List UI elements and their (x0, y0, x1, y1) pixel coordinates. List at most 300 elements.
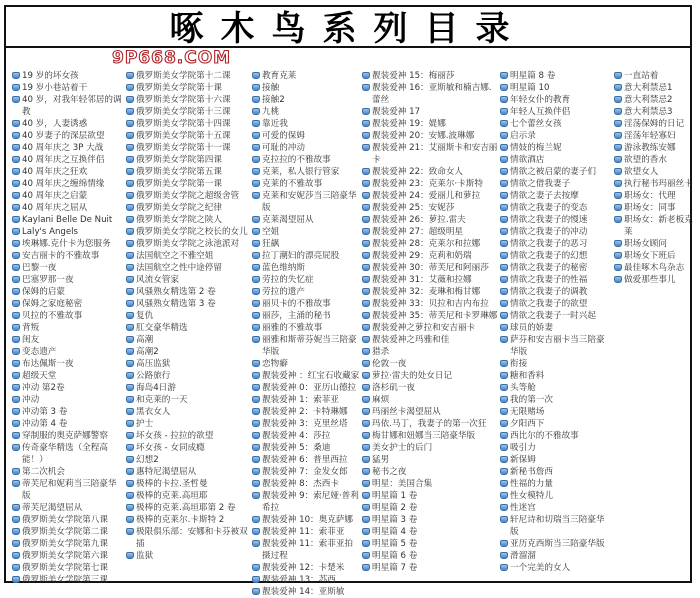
list-item[interactable] (126, 226, 250, 238)
list-item[interactable] (126, 490, 250, 502)
list-item[interactable] (126, 334, 250, 346)
list-item[interactable] (500, 106, 612, 118)
list-item-label: 做爱那些事儿 (624, 275, 676, 285)
list-item[interactable] (614, 178, 694, 190)
list-item[interactable] (12, 94, 124, 118)
list-item[interactable] (500, 154, 612, 166)
list-item[interactable] (12, 286, 124, 298)
list-item[interactable] (614, 106, 694, 118)
list-item[interactable] (12, 562, 124, 574)
list-item[interactable] (500, 178, 612, 190)
list-item[interactable] (500, 358, 612, 370)
list-item[interactable] (12, 262, 124, 274)
list-item[interactable] (362, 466, 498, 478)
list-item[interactable] (362, 526, 498, 538)
list-item[interactable] (500, 406, 612, 418)
list-item[interactable] (362, 418, 498, 430)
folder-icon (500, 168, 508, 175)
folder-icon (12, 528, 20, 535)
list-item[interactable] (362, 502, 498, 514)
folder-icon (500, 228, 508, 235)
folder-icon (252, 264, 260, 271)
list-item[interactable] (362, 82, 498, 106)
list-item[interactable] (500, 142, 612, 154)
list-item[interactable] (12, 130, 124, 142)
list-item-label: 欲望的香水 (624, 155, 667, 165)
list-item[interactable] (126, 82, 250, 94)
list-item[interactable] (252, 238, 360, 250)
list-item[interactable] (252, 286, 360, 298)
folder-icon (500, 384, 508, 391)
list-item[interactable] (362, 130, 498, 142)
list-item[interactable] (362, 478, 498, 490)
list-item[interactable] (12, 214, 124, 226)
list-item[interactable] (126, 358, 250, 370)
list-item-label: 无限赌场 (510, 407, 545, 417)
list-item-label: 靓装爱神 22：致命女人 (372, 167, 464, 177)
list-item-label: 靓装爱神 12：卡楚米 (262, 563, 345, 573)
list-item[interactable] (500, 250, 612, 262)
list-item[interactable] (126, 190, 250, 202)
list-item-label: 19 岁的坏女孩 (22, 71, 79, 81)
list-item[interactable] (362, 454, 498, 466)
list-item[interactable] (500, 562, 612, 574)
list-item[interactable] (252, 466, 360, 478)
list-item[interactable] (362, 118, 498, 130)
folder-icon (252, 300, 260, 307)
list-item[interactable] (362, 334, 498, 346)
list-item[interactable] (12, 118, 124, 130)
list-item[interactable] (500, 418, 612, 430)
list-item-label: 美女护士的后门 (372, 443, 433, 453)
list-item[interactable] (500, 322, 612, 334)
folder-icon (362, 396, 370, 403)
list-item[interactable] (500, 394, 612, 406)
list-item[interactable] (614, 250, 694, 262)
list-item[interactable] (500, 94, 612, 106)
list-item[interactable] (252, 586, 360, 598)
list-item[interactable] (126, 106, 250, 118)
list-item[interactable] (362, 178, 498, 190)
list-item[interactable] (500, 298, 612, 310)
list-item[interactable] (252, 94, 360, 106)
list-item[interactable] (126, 298, 250, 310)
list-item[interactable] (362, 430, 498, 442)
list-item-label: 背叛 (22, 323, 40, 333)
list-item[interactable] (362, 406, 498, 418)
list-item[interactable] (126, 502, 250, 514)
list-item[interactable] (362, 394, 498, 406)
list-item[interactable] (614, 70, 694, 82)
list-item[interactable] (614, 274, 694, 286)
list-item[interactable] (12, 226, 124, 238)
list-item[interactable] (362, 238, 498, 250)
list-item[interactable] (12, 502, 124, 514)
list-item-label: 明星篇 5 卷 (372, 539, 418, 549)
list-item[interactable] (126, 550, 250, 562)
folder-icon (362, 180, 370, 187)
list-item[interactable] (12, 70, 124, 82)
list-item-label: 滑溜溜 (510, 551, 536, 561)
list-item-label: 头等舱 (510, 383, 536, 393)
list-item[interactable] (614, 142, 694, 154)
list-item-label: 意大利禁忌2 (624, 95, 673, 105)
list-item[interactable] (252, 322, 360, 334)
list-item[interactable] (252, 430, 360, 442)
list-item[interactable] (614, 154, 694, 166)
list-item-label: 靓装爱神之玛雅和佳 (372, 335, 450, 345)
list-item[interactable] (12, 514, 124, 526)
list-item[interactable] (252, 394, 360, 406)
list-item[interactable] (500, 430, 612, 442)
folder-icon (252, 84, 260, 91)
list-item[interactable] (126, 178, 250, 190)
list-item[interactable] (500, 214, 612, 226)
list-item-label: 靓装爱神 25：安妮莎 (372, 203, 455, 213)
list-item[interactable] (12, 238, 124, 250)
list-item[interactable] (614, 82, 694, 94)
list-item[interactable] (362, 538, 498, 550)
list-item[interactable] (126, 154, 250, 166)
list-item[interactable] (12, 406, 124, 418)
list-item[interactable] (126, 262, 250, 274)
list-item[interactable] (12, 346, 124, 358)
list-item[interactable] (500, 226, 612, 238)
list-item[interactable] (126, 130, 250, 142)
list-item[interactable] (252, 334, 360, 358)
list-item[interactable] (362, 274, 498, 286)
list-item[interactable] (126, 250, 250, 262)
list-item[interactable] (362, 70, 498, 82)
list-item[interactable] (500, 70, 612, 82)
list-item-label: Laly's Angels (22, 227, 79, 237)
list-item[interactable] (500, 82, 612, 94)
list-item-label: 伦敦一夜 (372, 359, 407, 369)
list-item[interactable] (362, 214, 498, 226)
list-item[interactable] (12, 202, 124, 214)
list-item[interactable] (252, 358, 360, 370)
list-item-label: 性福的力量 (510, 479, 553, 489)
list-item[interactable] (12, 142, 124, 154)
list-item[interactable] (12, 334, 124, 346)
list-item[interactable] (252, 106, 360, 118)
list-item[interactable] (252, 574, 360, 586)
list-item[interactable] (362, 562, 498, 574)
list-item[interactable] (12, 442, 124, 466)
list-item[interactable] (126, 94, 250, 106)
list-item[interactable] (500, 466, 612, 478)
folder-icon (500, 252, 508, 259)
list-item[interactable] (500, 262, 612, 274)
list-item[interactable] (12, 526, 124, 538)
list-item[interactable] (12, 274, 124, 286)
list-item[interactable] (614, 118, 694, 130)
list-item[interactable] (12, 358, 124, 370)
list-item[interactable] (362, 142, 498, 166)
list-item[interactable] (252, 442, 360, 454)
list-item-label: 劳拉的失忆症 (262, 275, 314, 285)
list-item[interactable] (362, 190, 498, 202)
list-item[interactable] (126, 310, 250, 322)
list-item[interactable] (500, 382, 612, 394)
list-item[interactable] (362, 262, 498, 274)
folder-icon (252, 408, 260, 415)
list-item[interactable] (126, 346, 250, 358)
list-item-label: 监狱 (136, 551, 154, 561)
list-item[interactable] (126, 442, 250, 454)
list-item[interactable] (12, 166, 124, 178)
list-item-label: 情欲之我妻子的欲望 (510, 299, 588, 309)
list-item[interactable] (12, 538, 124, 550)
list-item[interactable] (126, 406, 250, 418)
list-item[interactable] (252, 370, 360, 382)
list-item-label: 新秘书詹西 (510, 467, 553, 477)
list-item-label: 玛依.马丁，我妻子的第一次狂 (372, 419, 487, 429)
list-item[interactable] (500, 370, 612, 382)
list-item-label: 丽贝卡的不雅故事 (262, 299, 331, 309)
list-item[interactable] (126, 370, 250, 382)
folder-icon (126, 396, 134, 403)
list-item-label: 轩尼诗和切瑞当三陪豪华版 (510, 515, 605, 537)
list-item[interactable] (500, 202, 612, 214)
list-item[interactable] (252, 406, 360, 418)
list-item[interactable] (614, 94, 694, 106)
list-item[interactable] (500, 118, 612, 130)
folder-icon (362, 492, 370, 499)
folder-icon (252, 192, 260, 199)
list-item[interactable] (252, 514, 360, 526)
list-item[interactable] (362, 202, 498, 214)
list-item[interactable] (252, 250, 360, 262)
list-item-label: 超级天堂 (22, 371, 57, 381)
list-item[interactable] (362, 358, 498, 370)
list-item-label: 教育克莱 (262, 71, 297, 81)
folder-icon (12, 348, 20, 355)
list-item[interactable] (252, 178, 360, 190)
list-item[interactable] (252, 526, 360, 538)
list-item[interactable] (252, 118, 360, 130)
list-item[interactable] (252, 382, 360, 394)
list-item[interactable] (252, 154, 360, 166)
list-item-label: 40 周年庆之 3P 大战 (22, 143, 104, 153)
folder-icon (126, 288, 134, 295)
list-item[interactable] (252, 262, 360, 274)
folder-icon (126, 96, 134, 103)
list-item[interactable] (252, 418, 360, 430)
list-item[interactable] (500, 490, 612, 502)
list-item[interactable] (126, 214, 250, 226)
list-item[interactable] (12, 190, 124, 202)
list-item[interactable] (500, 166, 612, 178)
list-item[interactable] (500, 238, 612, 250)
list-item-label: 靓装爱神 29：克莉和奶瑞 (372, 251, 472, 261)
list-item[interactable] (252, 130, 360, 142)
list-item[interactable] (362, 442, 498, 454)
list-item[interactable] (614, 166, 694, 178)
list-item-label: 游泳教练安娜 (624, 143, 676, 153)
folder-icon (126, 480, 134, 487)
list-item[interactable] (252, 190, 360, 214)
list-item[interactable] (126, 166, 250, 178)
list-item-label: 夕阳西下 (510, 419, 545, 429)
list-item-label: 梅甘娜和妞娜当三陪豪华版 (372, 431, 476, 441)
folder-icon (252, 276, 260, 283)
list-item-label: Kaylani Belle De Nuit (22, 215, 113, 225)
list-item[interactable] (500, 130, 612, 142)
folder-icon (500, 120, 508, 127)
list-item-label: 情欲之借我妻子 (510, 179, 571, 189)
list-item[interactable] (252, 562, 360, 574)
list-item[interactable] (500, 514, 612, 538)
list-item-label: 40 周年庆之狂欢 (22, 167, 88, 177)
list-item-label: 变态遗产 (22, 347, 57, 357)
list-item[interactable] (12, 310, 124, 322)
list-item[interactable] (12, 322, 124, 334)
folder-icon (12, 408, 20, 415)
list-item[interactable] (362, 310, 498, 322)
folder-icon (12, 84, 20, 91)
list-item[interactable] (126, 526, 250, 550)
list-column (500, 70, 612, 574)
list-item[interactable] (126, 202, 250, 214)
list-item[interactable] (500, 190, 612, 202)
list-item[interactable] (252, 82, 360, 94)
list-item[interactable] (126, 430, 250, 442)
list-item-label: 俄罗斯美女学院之校长的女儿 (136, 227, 248, 237)
list-item[interactable] (500, 286, 612, 298)
list-item[interactable] (252, 214, 360, 226)
list-item[interactable] (500, 442, 612, 454)
list-item[interactable] (362, 382, 498, 394)
list-item[interactable] (362, 322, 498, 334)
list-item[interactable] (126, 238, 250, 250)
list-item[interactable] (500, 334, 612, 358)
folder-icon (252, 540, 260, 547)
folder-icon (12, 132, 20, 139)
list-item-label: 俄罗斯美女学院第三课 (22, 575, 108, 585)
list-item[interactable] (252, 274, 360, 286)
list-item[interactable] (12, 370, 124, 382)
list-item[interactable] (12, 178, 124, 190)
list-item[interactable] (500, 550, 612, 562)
list-item[interactable] (500, 454, 612, 466)
list-item[interactable] (362, 514, 498, 526)
list-item[interactable] (12, 478, 124, 502)
folder-icon (252, 360, 260, 367)
list-item[interactable] (126, 394, 250, 406)
folder-icon (614, 108, 622, 115)
list-item[interactable] (12, 382, 124, 394)
list-item[interactable] (362, 286, 498, 298)
list-item[interactable] (126, 466, 250, 478)
list-item[interactable] (126, 514, 250, 526)
list-item[interactable] (614, 262, 694, 274)
list-item-label: 靓装爱神 13：苏西 (262, 575, 336, 585)
list-item[interactable] (12, 82, 124, 94)
list-item[interactable] (362, 226, 498, 238)
folder-icon (500, 264, 508, 271)
list-item[interactable] (252, 226, 360, 238)
folder-icon (12, 312, 20, 319)
list-item-label: 萝拉·雷夫的处女日记 (372, 371, 453, 381)
list-item[interactable] (362, 106, 498, 118)
list-item[interactable] (500, 478, 612, 490)
list-item[interactable] (12, 418, 124, 430)
list-item[interactable] (362, 166, 498, 178)
folder-icon (362, 456, 370, 463)
list-item[interactable] (362, 490, 498, 502)
list-item[interactable] (126, 322, 250, 334)
list-item[interactable] (362, 370, 498, 382)
list-item[interactable] (614, 214, 694, 238)
list-item[interactable] (500, 502, 612, 514)
list-item[interactable] (362, 550, 498, 562)
list-item[interactable] (500, 274, 612, 286)
folder-icon (126, 204, 134, 211)
list-item[interactable] (126, 142, 250, 154)
list-item[interactable] (126, 286, 250, 298)
list-item[interactable] (614, 130, 694, 142)
list-item[interactable] (126, 274, 250, 286)
folder-icon (500, 372, 508, 379)
list-item-label: 坏女孩 - 拉拉的欲望 (136, 431, 214, 441)
list-item[interactable] (252, 142, 360, 154)
list-item[interactable] (362, 250, 498, 262)
list-item[interactable] (252, 490, 360, 514)
list-item[interactable] (126, 454, 250, 466)
list-item[interactable] (500, 310, 612, 322)
list-item[interactable] (252, 298, 360, 310)
folder-icon (362, 120, 370, 127)
list-item[interactable] (252, 166, 360, 178)
list-item[interactable] (12, 574, 124, 586)
list-item[interactable] (12, 550, 124, 562)
list-item[interactable] (362, 298, 498, 310)
list-item[interactable] (12, 430, 124, 442)
list-item-label: 冲动第 3 卷 (22, 407, 68, 417)
folder-icon (614, 132, 622, 139)
folder-icon (252, 492, 260, 499)
list-item[interactable] (614, 190, 694, 202)
list-item[interactable] (12, 298, 124, 310)
list-item[interactable] (126, 418, 250, 430)
list-item[interactable] (12, 250, 124, 262)
list-item[interactable] (500, 538, 612, 550)
list-item[interactable] (614, 202, 694, 214)
list-item[interactable] (614, 238, 694, 250)
list-item[interactable] (126, 118, 250, 130)
folder-icon (12, 228, 20, 235)
list-item-label: 职场女：代理 (624, 191, 676, 201)
list-item[interactable] (126, 382, 250, 394)
list-item[interactable] (126, 70, 250, 82)
folder-icon (614, 180, 622, 187)
folder-icon (12, 288, 20, 295)
list-item[interactable] (12, 466, 124, 478)
folder-icon (500, 312, 508, 319)
list-item[interactable] (252, 310, 360, 322)
list-item[interactable] (252, 454, 360, 466)
list-item[interactable] (252, 478, 360, 490)
list-item[interactable] (362, 346, 498, 358)
list-item-label: 靓装爱神 14：亚斯敏 (262, 587, 345, 597)
list-item-label: 明星篇 10 (510, 83, 550, 93)
list-item[interactable] (126, 478, 250, 490)
list-item[interactable] (12, 154, 124, 166)
list-item[interactable] (252, 70, 360, 82)
list-item[interactable] (12, 394, 124, 406)
list-item[interactable] (252, 538, 360, 562)
